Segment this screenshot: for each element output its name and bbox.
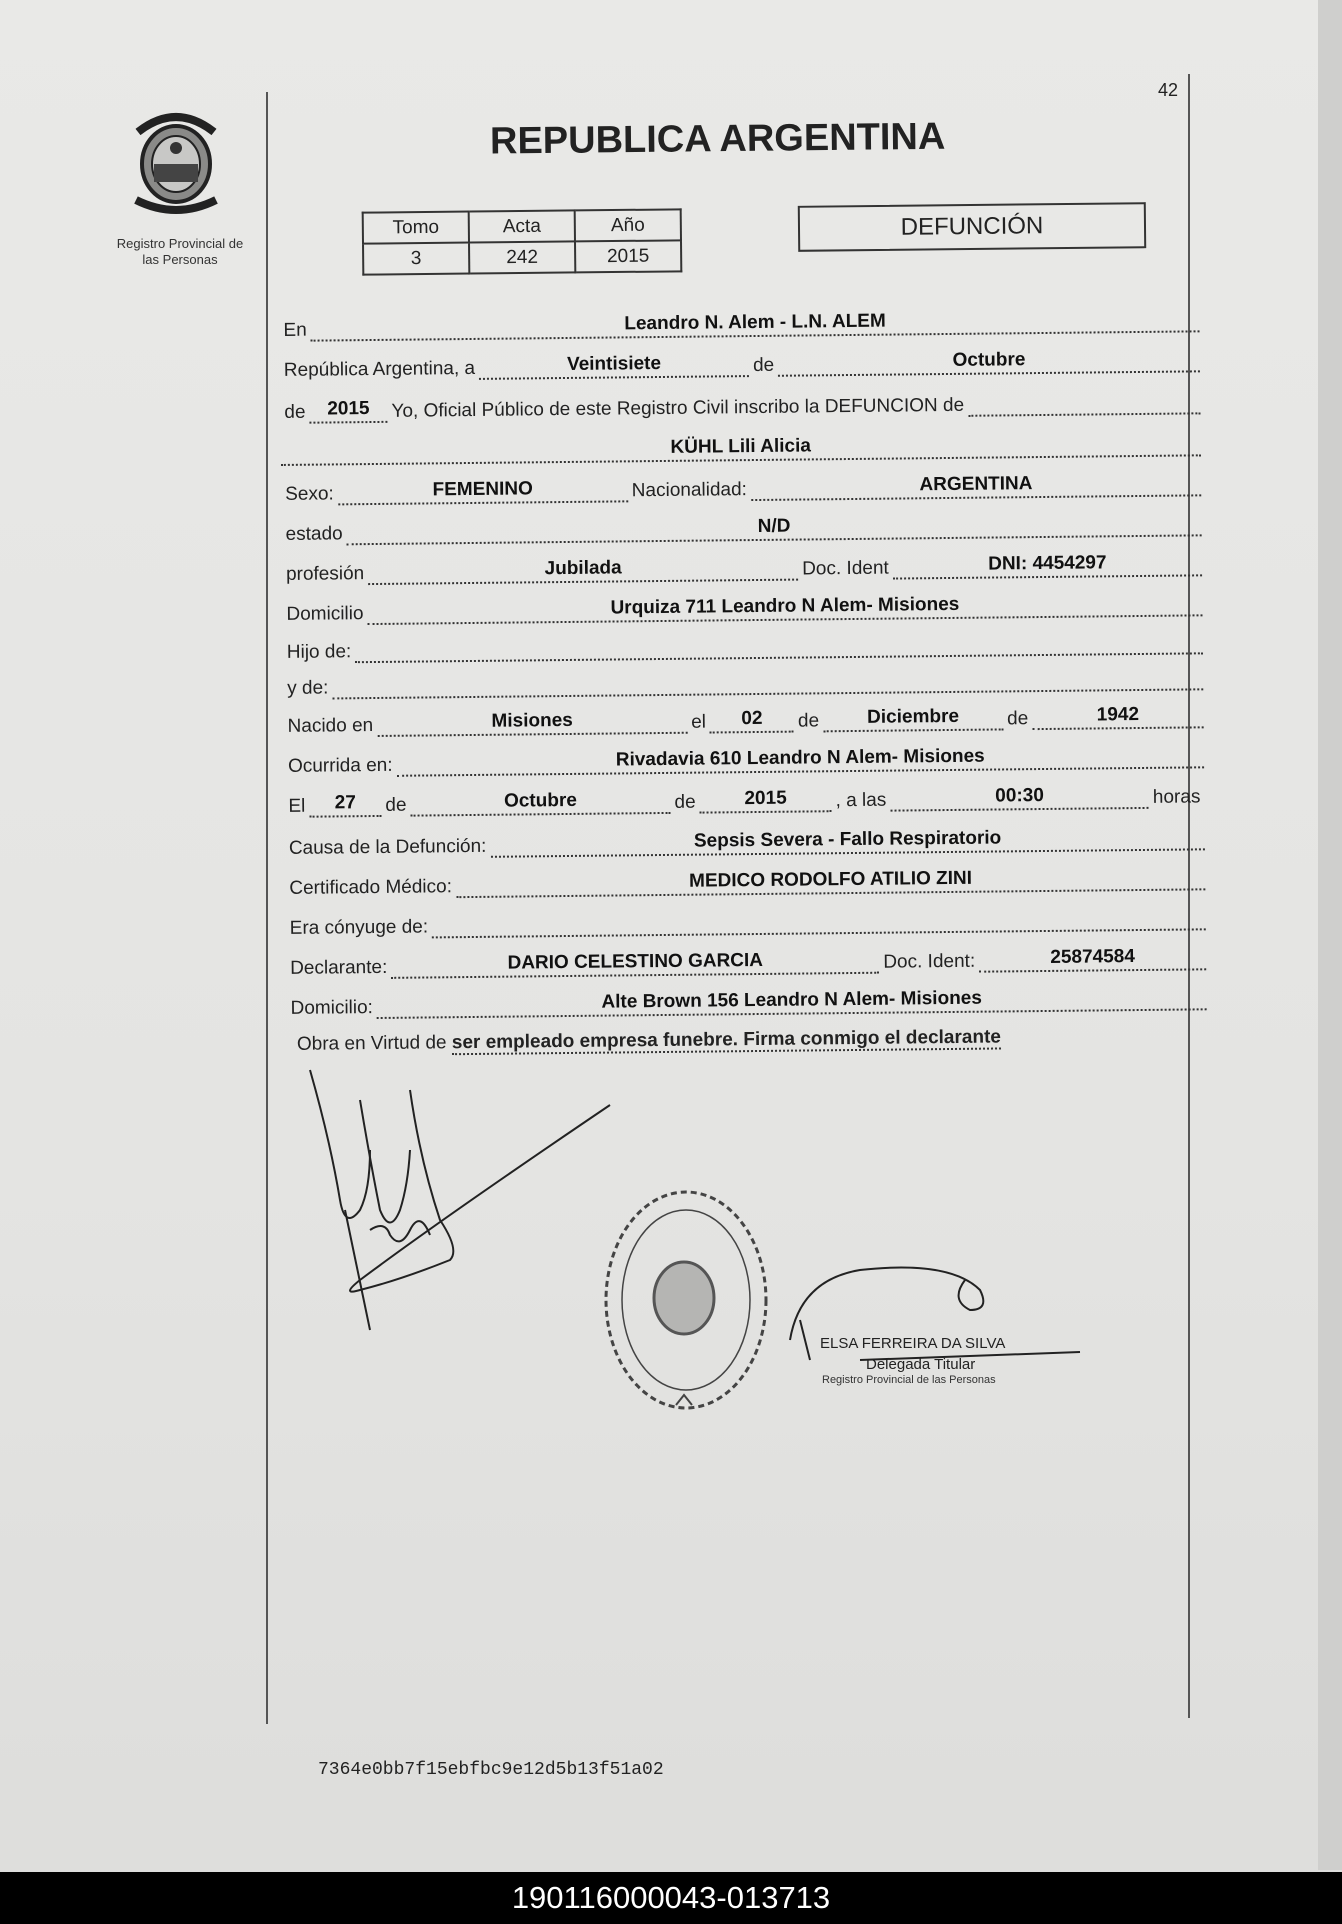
row-causa xyxy=(285,816,1205,860)
row-en xyxy=(279,298,1199,342)
de-label: de xyxy=(752,354,775,377)
row-domicilio2 xyxy=(286,976,1206,1020)
fecha-year: 2015 xyxy=(699,787,831,813)
tomo-header: Tomo xyxy=(363,212,469,244)
nacido-month: Diciembre xyxy=(823,705,1003,732)
registry-caption xyxy=(100,236,260,268)
document-title: REPUBLICA ARGENTINA xyxy=(489,115,946,163)
row-nombre xyxy=(281,422,1201,466)
scan-edge xyxy=(1318,0,1342,1870)
row-inscribo xyxy=(280,380,1200,424)
row-declarante xyxy=(286,936,1206,980)
nacido-de2-label: de xyxy=(1006,708,1029,730)
profesion-value: Jubilada xyxy=(368,556,798,586)
row-yde xyxy=(283,656,1203,700)
conyuge-label: Era cónyuge de: xyxy=(289,916,429,939)
nacido-label: Nacido en xyxy=(287,715,374,737)
nacido-de-label: de xyxy=(797,710,820,732)
fecha-de-label: de xyxy=(385,794,407,816)
row-certificado xyxy=(285,856,1205,900)
hijo-label: Hijo de: xyxy=(286,641,352,663)
row-ocurrida xyxy=(284,734,1204,778)
acta-type-box: DEFUNCIÓN xyxy=(798,202,1146,252)
declarante-value: DARIO CELESTINO GARCIA xyxy=(391,949,879,979)
left-margin-line xyxy=(266,92,268,1724)
fecha-day: 27 xyxy=(309,792,381,818)
causa-value: Sepsis Severa - Fallo Respiratorio xyxy=(490,825,1205,857)
domicilio2-value: Alte Brown 156 Leandro N Alem- Misiones xyxy=(377,985,1207,1019)
nacido-el-label: el xyxy=(691,711,707,733)
horas-label: horas xyxy=(1152,786,1201,808)
inscribo-text: Yo, Oficial Público de este Registro Civil inscribo la DEFUNCION de xyxy=(391,394,965,422)
tomo-value: 3 xyxy=(363,243,469,275)
month-value: Octubre xyxy=(778,347,1200,376)
anio-header: Año xyxy=(575,209,681,241)
deceased-name: KÜHL Lili Alicia xyxy=(281,431,1201,466)
domicilio2-label: Domicilio: xyxy=(290,997,374,1019)
certificado-label: Certificado Médico: xyxy=(289,876,453,899)
estado-value: N/D xyxy=(346,511,1201,545)
row-fecha xyxy=(280,338,1200,382)
document-id-bar xyxy=(0,1872,1342,1924)
sexo-value: FEMENINO xyxy=(338,477,628,505)
document-hash: 7364e0bb7f15ebfbc9e12d5b13f51a02 xyxy=(318,1760,664,1780)
certificado-value: MEDICO RODOLFO ATILIO ZINI xyxy=(456,865,1206,898)
registry-caption-line-2: las Personas xyxy=(142,252,218,267)
nacionalidad-label: Nacionalidad: xyxy=(631,479,747,502)
official-stamp-icon xyxy=(596,1180,776,1420)
fecha-de2-label: de xyxy=(674,791,696,813)
acta-value: 242 xyxy=(469,241,575,273)
en-value: Leandro N. Alem - L.N. ALEM xyxy=(311,307,1200,341)
alas-label: , a las xyxy=(835,789,887,812)
record-form xyxy=(276,0,1216,1900)
doc-ident-value: DNI: 4454297 xyxy=(893,551,1202,579)
page-number: 42 xyxy=(1158,80,1179,100)
sexo-label: Sexo: xyxy=(285,483,334,505)
declarante-doc-value: 25874584 xyxy=(979,945,1206,972)
fecha-el-label: El xyxy=(288,795,306,817)
en-label: En xyxy=(283,319,307,341)
republica-label: República Argentina, a xyxy=(283,357,476,381)
causa-label: Causa de la Defunción: xyxy=(288,835,487,859)
row-domicilio xyxy=(282,582,1202,626)
year-value: 2015 xyxy=(309,398,387,424)
doc-ident-label: Doc. Ident xyxy=(802,557,889,580)
de-year-label: de xyxy=(284,401,306,423)
nacido-day: 02 xyxy=(710,708,794,734)
document-id: 190116000043-013713 xyxy=(511,1880,831,1915)
registrar-name: ELSA FERREIRA DA SILVA xyxy=(820,1335,1006,1352)
obra-label: Obra en Virtud de xyxy=(296,1032,447,1055)
registrar-role: Delegada Titular xyxy=(866,1356,976,1373)
day-value: Veintisiete xyxy=(479,352,749,380)
ocurrida-value: Rivadavia 610 Leandro N Alem- Misiones xyxy=(396,743,1204,776)
nacido-place: Misiones xyxy=(377,709,687,737)
acta-header: Acta xyxy=(469,210,575,242)
obra-line xyxy=(297,1026,1001,1055)
ocurrida-label: Ocurrida en: xyxy=(287,754,393,777)
inscribo-fill xyxy=(968,411,1200,416)
row-conyuge xyxy=(285,896,1205,940)
profesion-label: profesión xyxy=(285,563,365,585)
row-profesion xyxy=(282,542,1202,586)
row-fecha-defuncion xyxy=(284,774,1204,818)
row-estado xyxy=(281,502,1201,546)
estado-label: estado xyxy=(285,523,343,545)
domicilio-value: Urquiza 711 Leandro N Alem- Misiones xyxy=(367,591,1202,625)
time-value: 00:30 xyxy=(890,784,1149,812)
registrar-signature-icon xyxy=(780,1260,1090,1370)
declarant-signature-icon xyxy=(300,1060,620,1340)
domicilio-label: Domicilio xyxy=(286,603,364,625)
fecha-month: Octubre xyxy=(410,789,670,817)
obra-value: ser empleado empresa funebre. Firma conmigo el declarante xyxy=(451,1026,1002,1054)
registry-caption-line-1: Registro Provincial de xyxy=(116,236,244,251)
registrar-office: Registro Provincial de las Personas xyxy=(822,1374,996,1386)
provincial-seal-icon xyxy=(128,108,224,218)
yde-label: y de: xyxy=(287,677,329,699)
nacionalidad-value: ARGENTINA xyxy=(751,471,1202,501)
row-nacido xyxy=(283,694,1203,738)
declarante-label: Declarante: xyxy=(290,956,388,979)
row-sexo xyxy=(281,462,1201,506)
declarante-doc-label: Doc. Ident: xyxy=(883,950,976,973)
anio-value: 2015 xyxy=(575,240,681,272)
nacido-year: 1942 xyxy=(1032,703,1204,730)
